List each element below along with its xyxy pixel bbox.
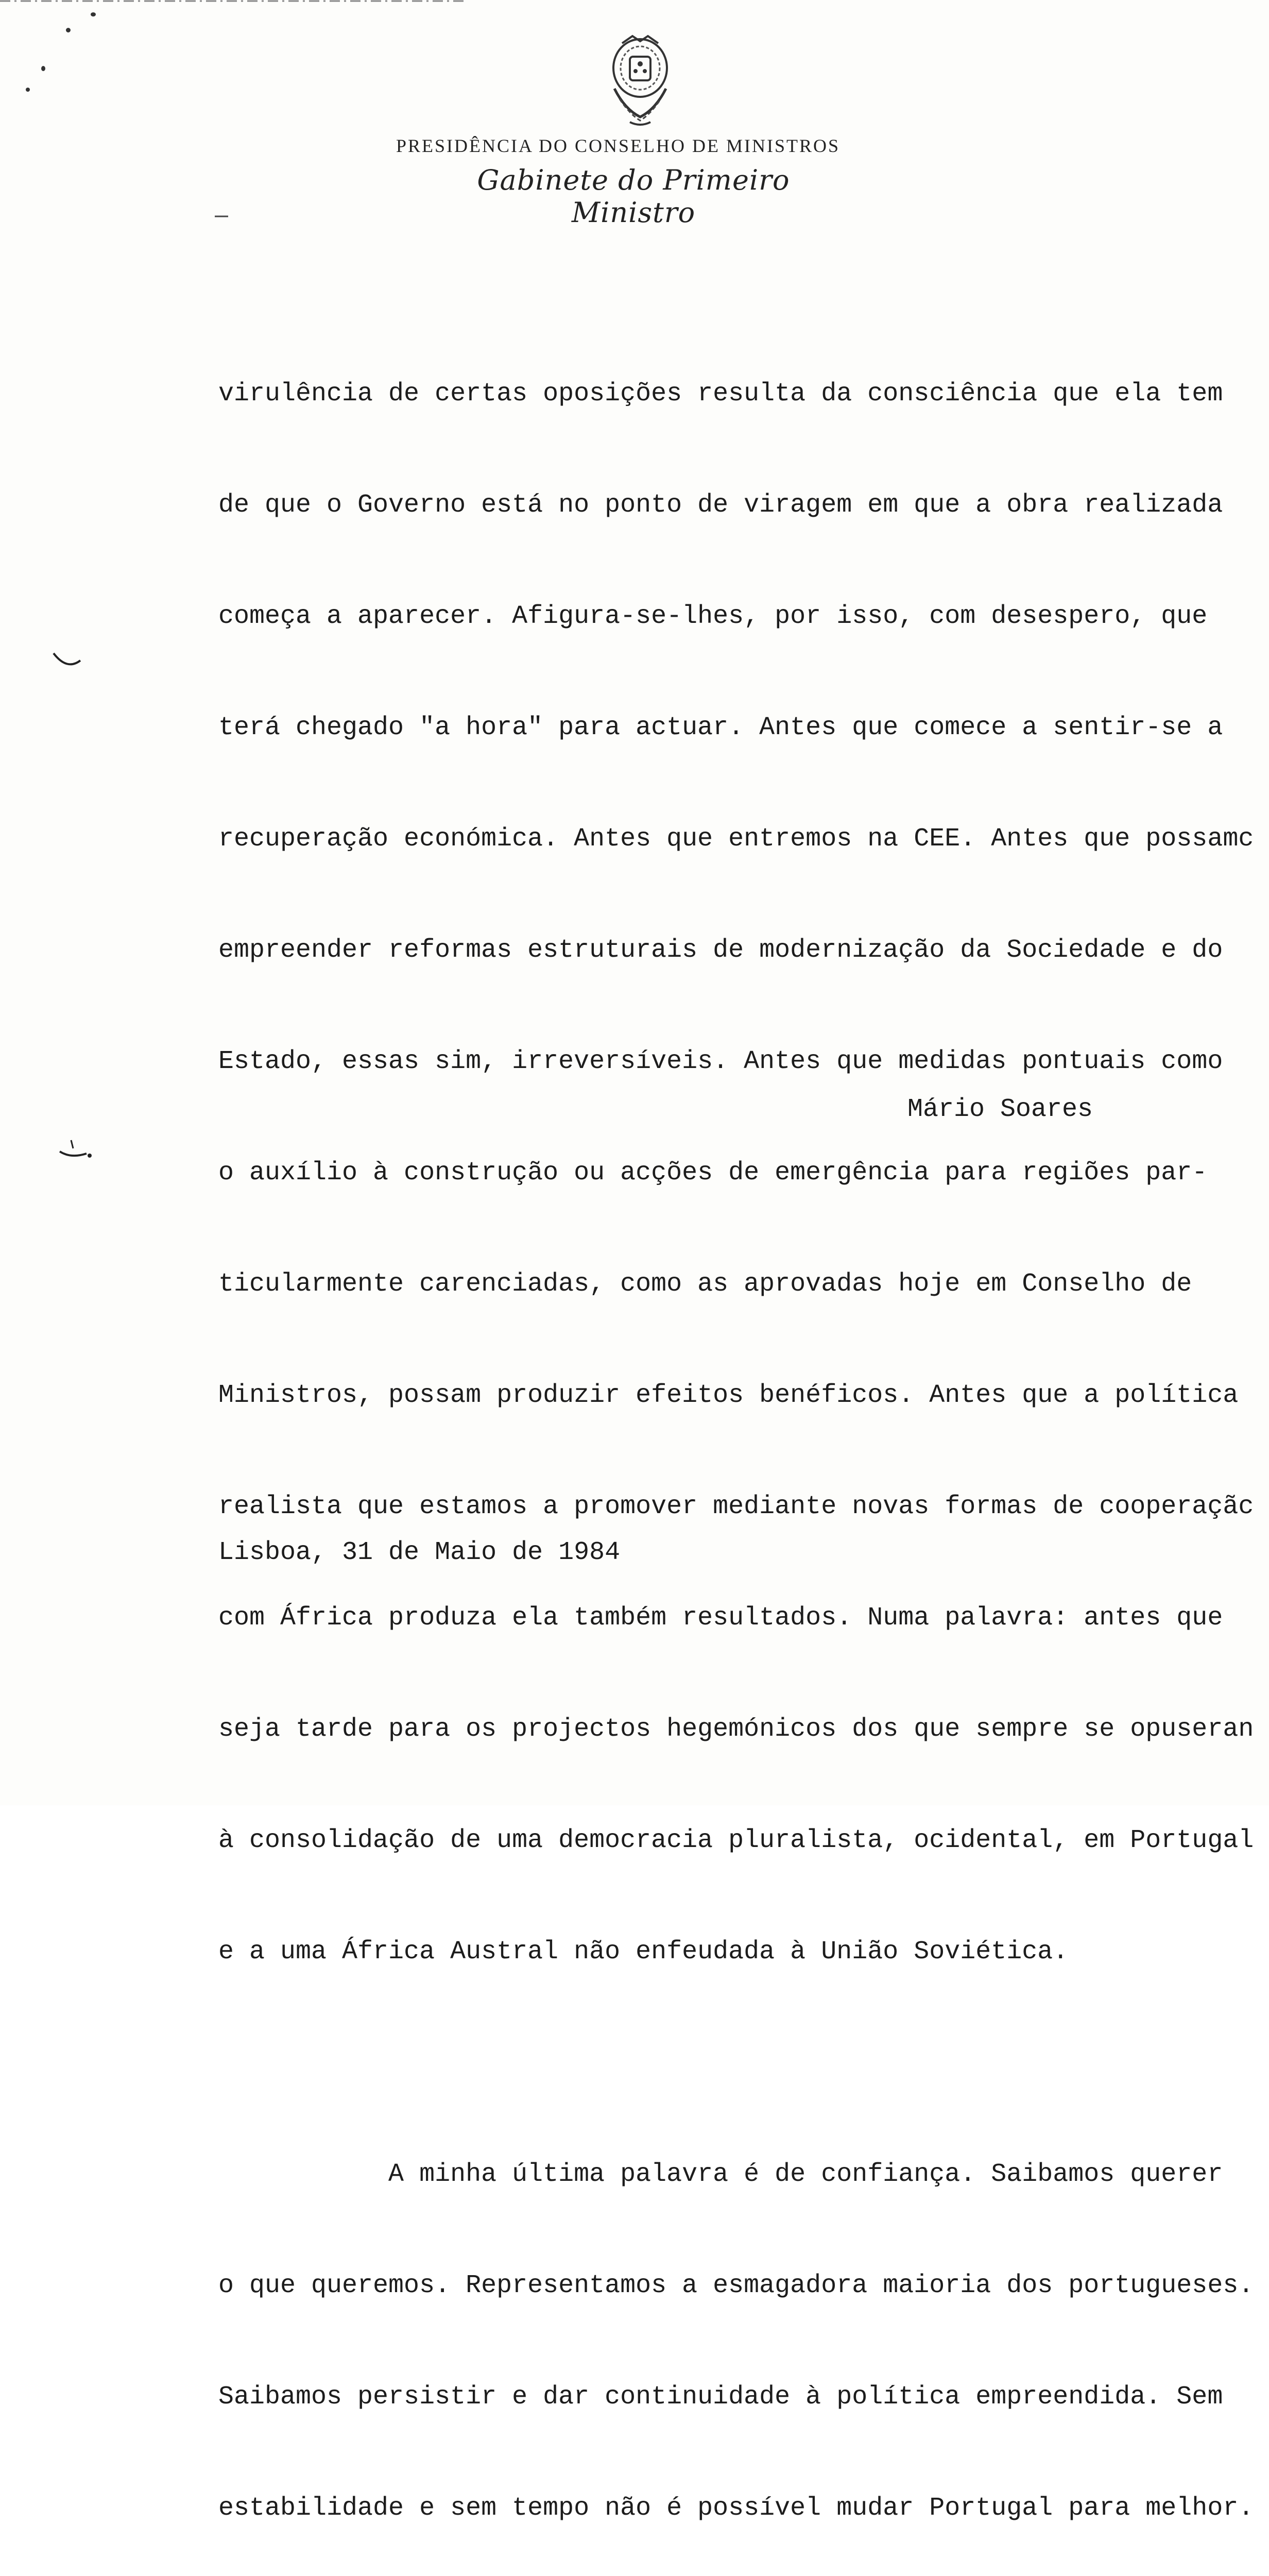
body-line: realista que estamos a promover mediante novas formas de cooperaçãc — [218, 1492, 1254, 1521]
body-line: com África produza ela também resultados. Numa palavra: antes que — [218, 1603, 1223, 1633]
paragraph-gap — [218, 2037, 1269, 2090]
body-line: o auxílio à construção ou acções de emergência para regiões par- — [218, 1158, 1208, 1188]
body-line: terá chegado "a hora" para actuar. Antes que comece a sentir-se a — [218, 713, 1223, 742]
body-line: seja tarde para os projectos hegemónicos dos que sempre se opuseran — [218, 1715, 1254, 1744]
document-body — [218, 309, 1269, 2576]
place-and-date: Lisboa, 31 de Maio de 1984 — [218, 1538, 621, 1567]
margin-tick-mark — [56, 1136, 97, 1162]
office-subheading: Gabinete do Primeiro Ministro — [477, 164, 790, 229]
body-line: e a uma África Austral não enfeudada à União Soviética. — [218, 1937, 1069, 1967]
institution-letterhead: PRESIDÊNCIA DO CONSELHO DE MINISTROS — [396, 135, 841, 156]
body-line: A minha última palavra é de confiança. Saibamos querer — [218, 2160, 1223, 2189]
scan-speck — [26, 88, 30, 92]
body-line: virulência de certas oposições resulta da consciência que ela tem — [218, 379, 1223, 409]
coat-of-arms-seal-icon — [602, 32, 679, 130]
body-line: Estado, essas sim, irreversíveis. Antes que medidas pontuais como — [218, 1047, 1223, 1076]
body-line: estabilidade e sem tempo não é possível mudar Portugal para melhor. — [218, 2494, 1254, 2523]
body-line: empreender reformas estruturais de modernização da Sociedade e do — [218, 936, 1223, 965]
scan-speck — [91, 12, 96, 16]
scan-speck — [66, 28, 71, 32]
signature-name: Mário Soares — [907, 1095, 1093, 1124]
margin-arc-mark — [52, 650, 82, 671]
body-line: o que queremos. Representamos a esmagadora maioria dos portugueses. — [218, 2271, 1254, 2300]
body-line: ticularmente carenciadas, como as aprovadas hoje em Conselho de — [218, 1269, 1192, 1299]
header-dash-mark — [214, 214, 229, 219]
body-line: de que o Governo está no ponto de viragem em que a obra realizada — [218, 490, 1223, 520]
body-line: começa a aparecer. Afigura-se-lhes, por isso, com desespero, que — [218, 602, 1208, 631]
scan-speck — [41, 66, 45, 71]
body-line: Saibamos persistir e dar continuidade à política empreendida. Sem — [218, 2382, 1223, 2412]
body-line: recuperação económica. Antes que entremos na CEE. Antes que possamc — [218, 824, 1254, 854]
body-line: Ministros, possam produzir efeitos benéficos. Antes que a política — [218, 1381, 1239, 1410]
body-line: à consolidação de uma democracia pluralista, ocidental, em Portugal — [218, 1826, 1254, 1855]
top-scan-edge — [0, 0, 464, 5]
